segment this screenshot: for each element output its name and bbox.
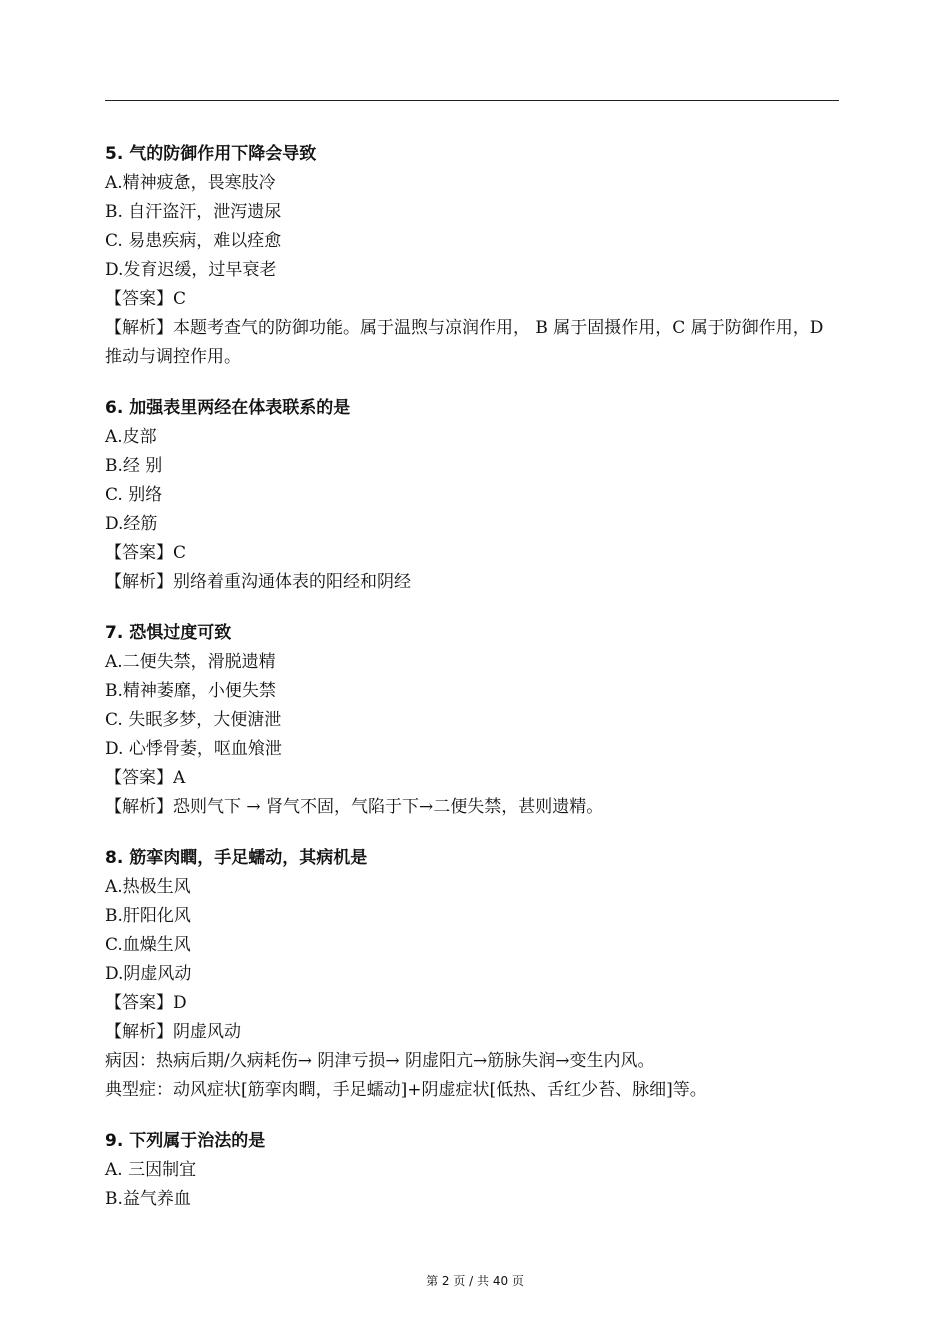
question-title: 7. 恐惧过度可致 (105, 623, 232, 643)
option-c: C. 失眠多梦，大便溏泄 (105, 710, 282, 730)
option-c: C.血燥生风 (105, 935, 191, 955)
question-5 (105, 140, 839, 372)
option-a: A.热极生风 (105, 877, 191, 897)
question-title: 9. 下列属于治法的是 (105, 1131, 266, 1151)
analysis-symptoms: 典型症：动风症状[筋挛肉瞤，手足蠕动]+阴虚症状[低热、舌红少苔、脉细]等。 (105, 1080, 707, 1100)
option-b: B.精神萎靡，小便失禁 (105, 681, 276, 701)
option-b: B.肝阳化风 (105, 906, 191, 926)
analysis: 【解析】别络着重沟通体表的阳经和阴经 (105, 572, 411, 592)
option-c: C. 易患疾病，难以痊愈 (105, 231, 282, 251)
answer: 【答案】C (105, 543, 187, 563)
answer: 【答案】C (105, 289, 187, 309)
option-b: B.益气养血 (105, 1189, 191, 1209)
option-a: A.皮部 (105, 427, 157, 447)
option-a: A. 三因制宜 (105, 1160, 197, 1180)
question-title: 8. 筋挛肉瞤，手足蠕动，其病机是 (105, 848, 368, 868)
option-c: C. 别络 (105, 485, 163, 505)
answer: 【答案】D (105, 993, 187, 1013)
analysis: 【解析】恐则气下 → 肾气不固，气陷于下→二便失禁，甚则遗精。 (105, 797, 604, 817)
document-body (105, 140, 839, 1236)
option-d: D.阴虚风动 (105, 964, 192, 984)
analysis-cause: 病因：热病后期/久病耗伤→ 阴津亏损→ 阴虚阳亢→筋脉失润→变生内风。 (105, 1051, 655, 1071)
option-d: D.经筋 (105, 514, 158, 534)
page-footer: 第 2 页 / 共 40 页 (426, 1274, 524, 1288)
analysis: 【解析】阴虚风动 (105, 1022, 241, 1042)
question-title: 6. 加强表里两经在体表联系的是 (105, 398, 351, 418)
header-rule (105, 100, 839, 101)
question-9 (105, 1127, 839, 1214)
question-8 (105, 844, 839, 1105)
option-a: A.精神疲惫，畏寒肢冷 (105, 173, 276, 193)
question-title: 5. 气的防御作用下降会导致 (105, 144, 317, 164)
analysis: 【解析】本题考查气的防御功能。属于温煦与凉润作用， B 属于固摄作用，C 属于防御作用，D 推动与调控作用。 (105, 318, 824, 367)
question-7 (105, 619, 839, 822)
option-d: D.发育迟缓，过早衰老 (105, 260, 277, 280)
option-b: B. 自汗盗汗，泄泻遗尿 (105, 202, 282, 222)
question-6 (105, 394, 839, 597)
option-a: A.二便失禁，滑脱遗精 (105, 652, 276, 672)
option-b: B.经 别 (105, 456, 163, 476)
option-d: D. 心悸骨萎，呕血飧泄 (105, 739, 282, 759)
answer: 【答案】A (105, 768, 186, 788)
